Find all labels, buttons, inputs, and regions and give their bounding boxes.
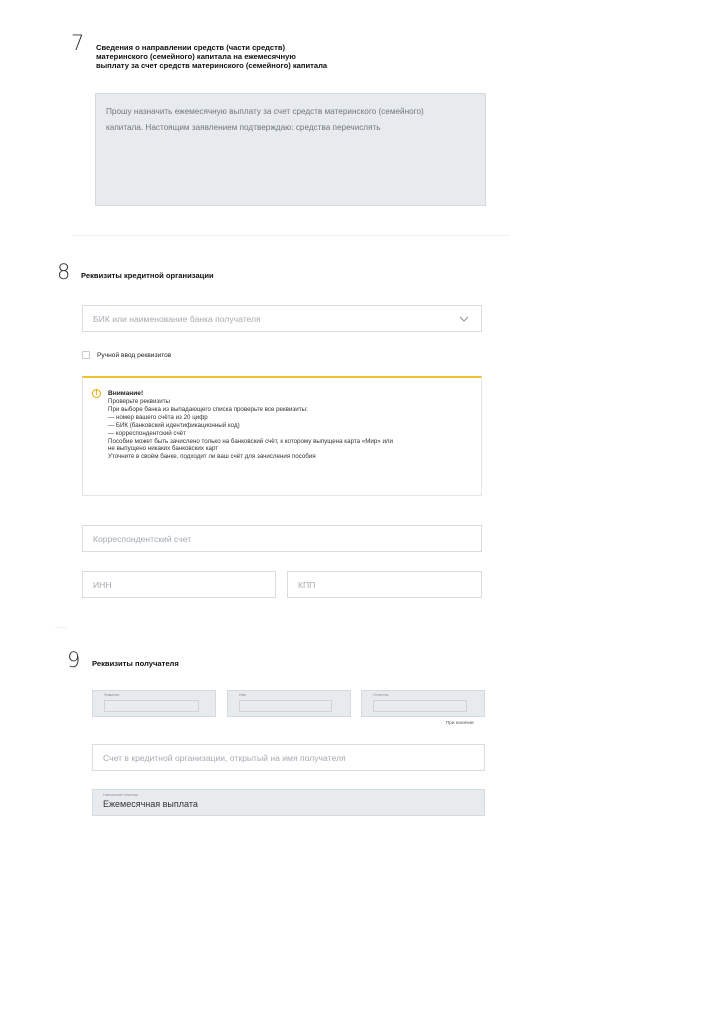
- payment-purpose-value: Ежемесячная выплата: [103, 799, 198, 809]
- inn-input[interactable]: [82, 571, 276, 598]
- bank-select-placeholder: БИК или наименование банка получателя: [93, 314, 261, 324]
- section-7-title: [96, 43, 327, 70]
- warning-line: — корреспондентский счёт: [108, 429, 186, 437]
- warning-title: Внимание!: [108, 390, 144, 397]
- chevron-down-icon: [459, 316, 469, 322]
- patronymic-label: Отчество: [373, 693, 389, 697]
- warning-line: — номер вашего счёта из 20 цифр: [108, 413, 208, 421]
- statement-line: капитала. Настоящим заявлением подтверждаю: средства перечислять: [106, 123, 381, 132]
- corr-account-input[interactable]: [82, 525, 482, 552]
- name-input[interactable]: [239, 700, 332, 712]
- patronymic-field[interactable]: [361, 690, 485, 717]
- patronymic-input[interactable]: [373, 700, 467, 712]
- recipient-account-placeholder: Счет в кредитной организации, открытый на имя получателя: [103, 753, 346, 763]
- section-8-title: Реквизиты кредитной организации: [81, 271, 214, 280]
- warning-line: не выпущено никаких банковских карт: [108, 445, 219, 453]
- warning-line: При выборе банка из выпадающего списка проверьте все реквизиты:: [108, 405, 308, 413]
- warning-line: Пособие может быть зачислено только на банковский счёт, к которому выпущена карта «Мир» или: [108, 437, 393, 445]
- warning-box: [82, 376, 482, 496]
- warning-line: Уточните в своём банке, подходит ли ваш счёт для зачисления пособия: [108, 453, 316, 461]
- section-9-title: Реквизиты получателя: [92, 659, 179, 668]
- bank-select[interactable]: [82, 305, 482, 332]
- warning-icon: !: [92, 389, 101, 398]
- section-9-number: 9: [67, 648, 81, 672]
- statement-line: Прошу назначить ежемесячную выплату за счет средств материнского (семейного): [106, 107, 424, 116]
- surname-field[interactable]: [92, 690, 216, 717]
- section-7-title-line: материнского (семейного) капитала на ежемесячную: [96, 52, 296, 61]
- corr-account-placeholder: Корреспондентский счет: [93, 534, 192, 544]
- section-7-title-line: Сведения о направлении средств (части средств): [96, 43, 286, 52]
- surname-label: Фамилия: [104, 693, 120, 697]
- manual-entry-label: Ручной ввод реквизитов: [97, 352, 172, 359]
- recipient-account-input[interactable]: [92, 744, 485, 771]
- warning-line: Проверьте реквизиты: [108, 398, 171, 405]
- section-8-number: 8: [57, 260, 71, 284]
- payment-purpose-label: Назначение платежа: [103, 793, 138, 797]
- kpp-input[interactable]: [287, 571, 482, 598]
- manual-entry-checkbox[interactable]: [82, 351, 90, 359]
- name-field[interactable]: [227, 690, 351, 717]
- section-7-number: 7: [71, 31, 85, 55]
- statement-textarea[interactable]: [95, 93, 486, 206]
- section-divider: [72, 235, 510, 236]
- inn-placeholder: ИНН: [93, 580, 112, 590]
- kpp-placeholder: КПП: [298, 580, 316, 590]
- section-divider: [55, 627, 67, 628]
- patronymic-hint: При наличии: [446, 720, 474, 725]
- name-label: Имя: [239, 693, 246, 697]
- payment-purpose-field: [92, 789, 485, 816]
- section-7-title-line: выплату за счет средств материнского (семейного) капитала: [96, 61, 328, 70]
- surname-input[interactable]: [104, 700, 199, 712]
- warning-line: — БИК (банковский идентификационный код): [108, 421, 240, 429]
